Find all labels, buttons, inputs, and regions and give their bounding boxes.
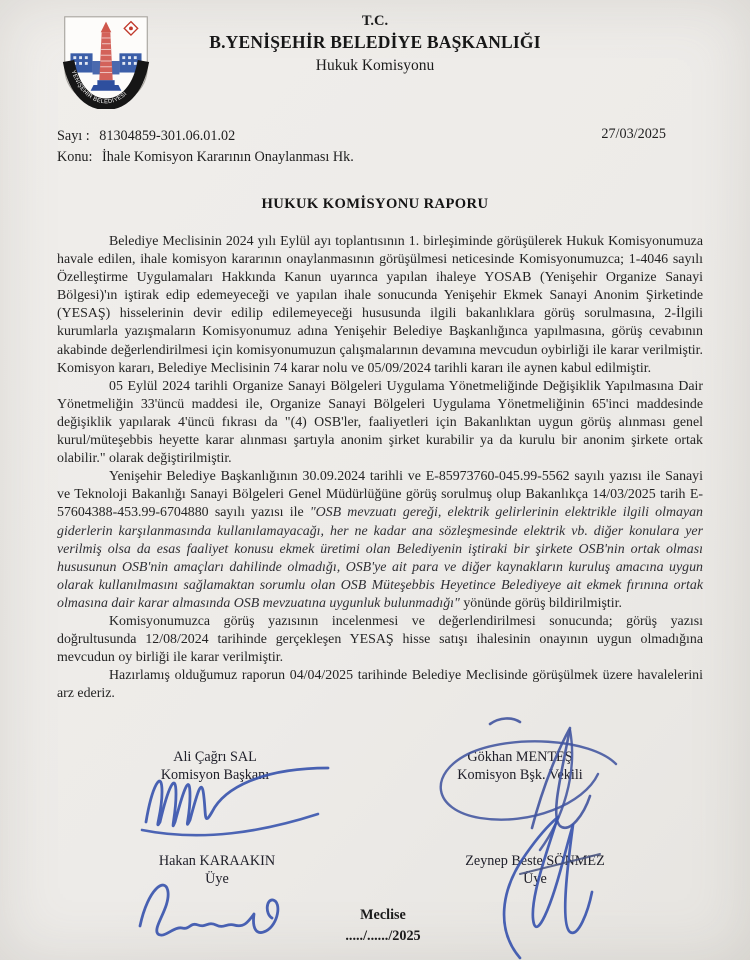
konu-value: İhale Komisyon Kararının Onaylanması Hk. bbox=[102, 148, 354, 165]
signatory-name: Gökhan MENTEŞ bbox=[467, 749, 573, 765]
paragraph-1-text: Belediye Meclisinin 2024 yılı Eylül ayı toplantısının 1. birleşiminde görüşülerek Hukuk Komisyonumuza havale edilen, ihale komisyon kararının onaylanmasının görüşülmesi neticesinde Komisyonumuzca; 1-4046 sayılı Özelleştirme Uygulamaları Hakkında Kanun uyarınca yapılan ihaleye YOSAB (Yenişehir Organize Sanayi Bölgesi)'ın iştirak edip edemeyeceği ve yapılan ihale sonucunda Yenişehir Ekmek Sanayi Anonim Şirketinde (YESAŞ) hisselerinin devir edilip edilemeyeceği hususunda ilgili bakanlıklara görüş sorulmasına, 2-İlgili kurumlarla yazışmaların Komisyonumuz adına Yenişehir Belediye Başkanlığınca yapılmasına, görüş cevabının akabinde değerlendirilmesi için komisyonumuzun çalışmalarının devamına mevcudun oybirliği ile karar verilmiştir. Komisyon kararı, Belediye Meclisinin 74 karar nolu ve 05/09/2024 tarihli kararı ile aynen kabul edilmiştir. bbox=[57, 234, 703, 376]
paragraph-2-text: 05 Eylül 2024 tarihli Organize Sanayi Bölgeleri Uygulama Yönetmeliğinde Değişiklik Yapılmasına Dair Yönetmeliğin 33'üncü maddesi ile, Organize Sanayi Bölgeleri Uygulama Yönetmeliğinin 65'inci maddesinde değişiklik yapılarak 4'üncü fıkrası da "(4) OSB'ler, faaliyetleri için Bakanlıktan uygun görüş alınması genel kurul/müteşebbis heyette karar alınması şartıyla anonim şirket kurabilir ya da kurulu bir anonim şirkete ortak olabilir." olarak değiştirilmiştir. bbox=[57, 378, 703, 467]
paragraph-3-quoted-opinion: "OSB mevzuatı gereği, elektrik gelirlerinin elektrikle ilgili olmayan giderlerin karşılanmasında kullanılamayacağı, her ne kadar ana sözleşmesinde elektrik vb. diğer konulara yer verilmiş olsa da esas faaliyet konusu ekmek üretimi olan Belediyenin iştiraki bir şirkete OSB'nin ortak olması hususunun OSB'nin amaçları dahilinde olmadığı, OSB'ye ait para ve diğer kaynakların kuruluş amacına uygun olarak kullanılmasını sağlamaktan sorumlu olan OSB Müteşebbis Heyetince Belediyeye ait ekmek fırınına ortak olmasına dair karar almasında OSB mevzuatına uygunluk bulunmadığı" bbox=[57, 505, 703, 611]
document-meta bbox=[57, 126, 354, 167]
signature-block-member-1 bbox=[117, 852, 317, 889]
signatory-role: Komisyon Başkanı bbox=[160, 767, 270, 784]
report-body bbox=[57, 233, 703, 703]
paragraph-2 bbox=[57, 378, 703, 468]
letterhead-department: Hukuk Komisyonu bbox=[315, 57, 435, 74]
footer-meclise: Meclise bbox=[360, 907, 406, 923]
letterhead-organization: B.YENİŞEHİR BELEDİYE BAŞKANLIĞI bbox=[209, 32, 541, 53]
footer-date-dots: ...../....../2025 bbox=[345, 927, 421, 944]
sayi-label: Sayı : bbox=[57, 128, 90, 144]
signatory-name: Hakan KARAAKIN bbox=[158, 853, 276, 869]
signatory-name: Zeynep Beste SÖNMEZ bbox=[465, 853, 605, 869]
paragraph-3-closing: yönünde görüş bildirilmiştir. bbox=[459, 595, 622, 611]
paragraph-3 bbox=[57, 468, 703, 613]
sayi-row bbox=[57, 126, 354, 147]
document-date: 27/03/2025 bbox=[601, 126, 666, 142]
signature-block-member-2 bbox=[430, 852, 640, 889]
letterhead bbox=[0, 12, 750, 75]
paragraph-4-text: Komisyonumuzca görüş yazısının incelenmesi ve değerlendirilmesi sonucunda; görüş yazısı doğrultusunda 12/08/2024 tarihinde gerçekleşen YESAŞ hisse satışı ihalesinin onayının uygun olmadığına mevcudun oy birliği ile karar verilmiştir. bbox=[57, 613, 703, 666]
signatory-role: Komisyon Bşk. Vekili bbox=[457, 767, 583, 784]
footer-referral bbox=[8, 905, 750, 946]
signatory-role: Üye bbox=[523, 871, 547, 888]
signature-block-chairman bbox=[115, 748, 315, 785]
signature-block-vice-chairman bbox=[415, 748, 625, 785]
konu-row bbox=[57, 147, 354, 168]
paragraph-5-text: Hazırlamış olduğumuz raporun 04/04/2025 tarihinde Belediye Meclisinde görüşülmek üzere havalelerini arz ederiz. bbox=[57, 668, 703, 702]
konu-label: Konu: bbox=[57, 148, 93, 165]
signatory-name: Ali Çağrı SAL bbox=[173, 749, 257, 765]
paragraph-1 bbox=[57, 233, 703, 378]
emblem-band-label: YENİŞEHİR BELEDİYESİ bbox=[69, 69, 129, 106]
paragraph-4 bbox=[57, 613, 703, 667]
sayi-value: 81304859-301.06.01.02 bbox=[99, 128, 236, 144]
letterhead-tc: T.C. bbox=[361, 13, 389, 29]
paragraph-3-lead: Yenişehir Belediye Başkanlığının 30.09.2024 tarihli ve E-85973760-045.99-5562 sayılı yazısı ile Sanayi ve Teknoloji Bakanlığı Sanayi Bölgeleri Genel Müdürlüğüne görüş sorulmuş olup Bakanlıkça 14/03/2025 tarih E-57604388-453.99-6704880 sayılı yazısı ile bbox=[57, 469, 703, 521]
paragraph-5 bbox=[57, 667, 703, 703]
report-title: HUKUK KOMİSYONU RAPORU bbox=[261, 196, 489, 212]
signatory-role: Üye bbox=[205, 871, 229, 888]
